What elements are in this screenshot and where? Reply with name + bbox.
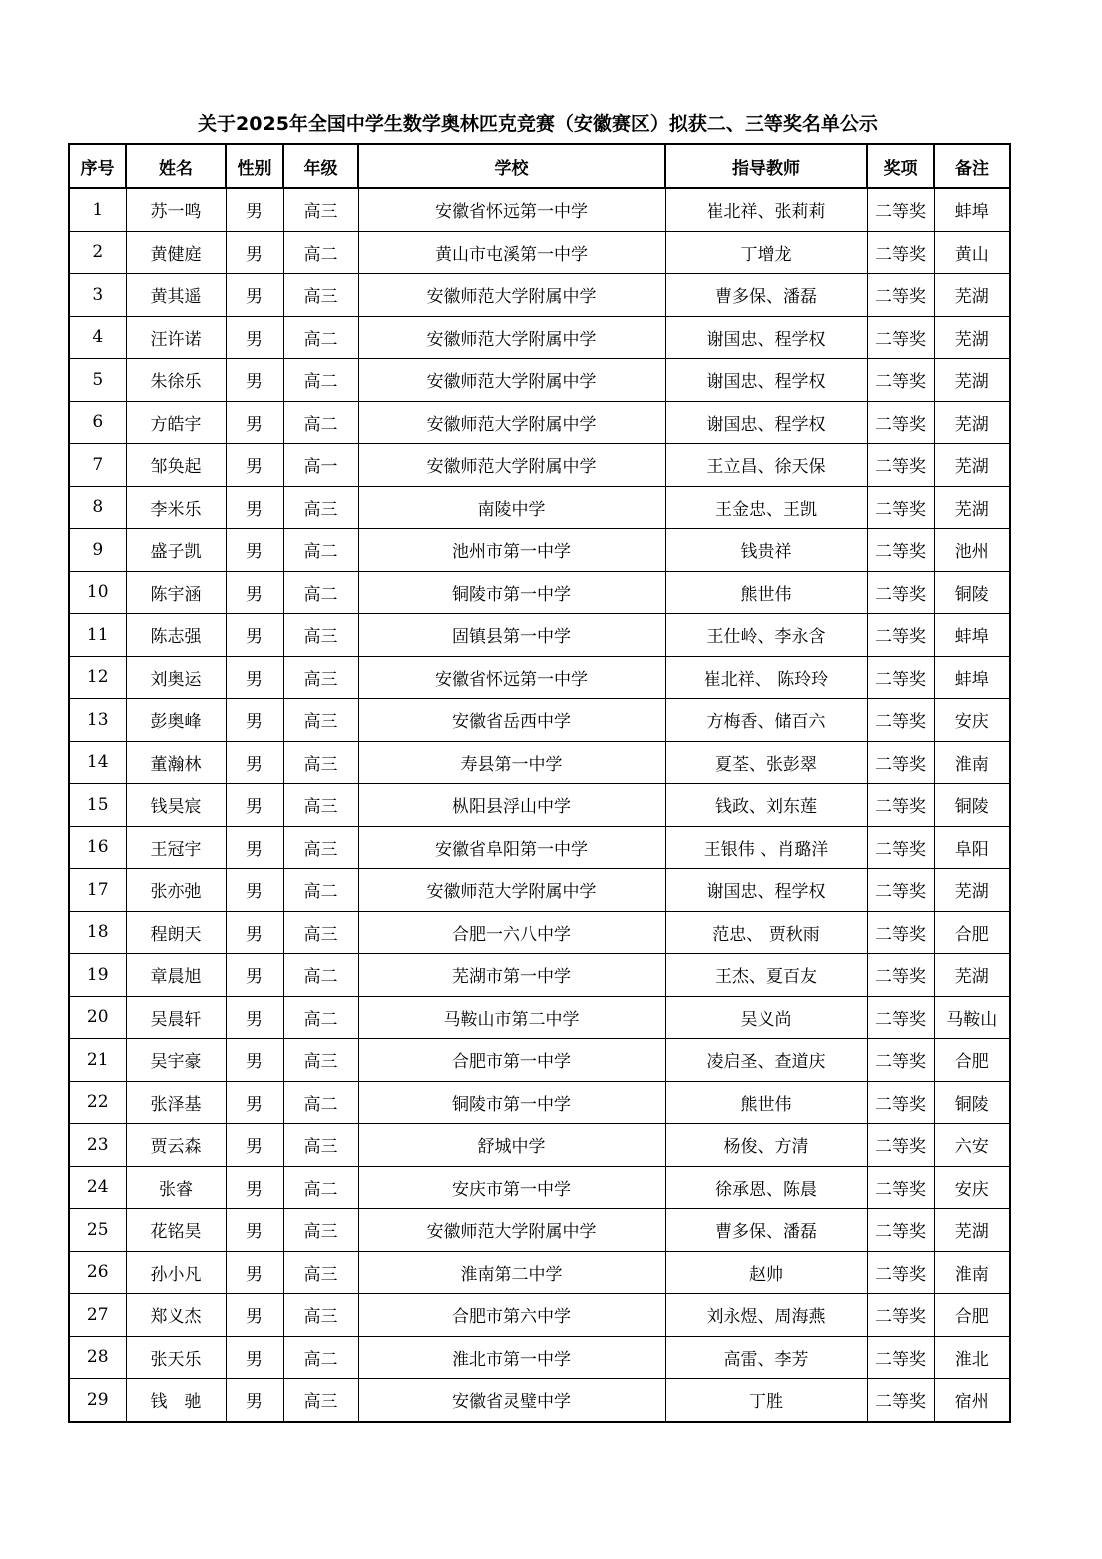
cell-grade: 高三 (283, 656, 358, 699)
cell-award: 二等奖 (867, 784, 934, 827)
cell-grade: 高二 (283, 1166, 358, 1209)
cell-remark: 合肥 (934, 1039, 1010, 1082)
cell-teacher: 丁胜 (665, 1379, 867, 1422)
cell-index: 23 (69, 1124, 126, 1167)
cell-school: 枞阳县浮山中学 (358, 784, 665, 827)
cell-remark: 铜陵 (934, 1081, 1010, 1124)
cell-grade: 高三 (283, 784, 358, 827)
cell-school: 安徽师范大学附属中学 (358, 401, 665, 444)
cell-award: 二等奖 (867, 1251, 934, 1294)
cell-award: 二等奖 (867, 1379, 934, 1422)
cell-teacher: 王立昌、徐天保 (665, 444, 867, 487)
cell-gender: 男 (226, 274, 283, 317)
cell-index: 12 (69, 656, 126, 699)
table-row (69, 274, 1010, 317)
table-row (69, 1166, 1010, 1209)
cell-name: 汪许诺 (126, 316, 226, 359)
cell-teacher: 刘永煜、周海燕 (665, 1294, 867, 1337)
cell-award: 二等奖 (867, 996, 934, 1039)
cell-teacher: 高雷、李芳 (665, 1336, 867, 1379)
cell-remark: 芜湖 (934, 401, 1010, 444)
cell-gender: 男 (226, 571, 283, 614)
cell-teacher: 杨俊、方清 (665, 1124, 867, 1167)
cell-teacher: 丁增龙 (665, 231, 867, 274)
cell-award: 二等奖 (867, 1124, 934, 1167)
table-row (69, 486, 1010, 529)
cell-index: 6 (69, 401, 126, 444)
cell-gender: 男 (226, 614, 283, 657)
table-row (69, 869, 1010, 912)
cell-remark: 芜湖 (934, 869, 1010, 912)
cell-grade: 高二 (283, 996, 358, 1039)
cell-award: 二等奖 (867, 316, 934, 359)
cell-remark: 芜湖 (934, 954, 1010, 997)
cell-remark: 阜阳 (934, 826, 1010, 869)
cell-index: 18 (69, 911, 126, 954)
cell-teacher: 钱贵祥 (665, 529, 867, 572)
cell-teacher: 方梅香、储百六 (665, 699, 867, 742)
cell-name: 董瀚林 (126, 741, 226, 784)
cell-school: 淮北市第一中学 (358, 1336, 665, 1379)
cell-grade: 高二 (283, 571, 358, 614)
header-school: 学校 (358, 144, 665, 188)
cell-teacher: 熊世伟 (665, 571, 867, 614)
cell-remark: 铜陵 (934, 784, 1010, 827)
cell-name: 陈志强 (126, 614, 226, 657)
cell-gender: 男 (226, 996, 283, 1039)
cell-grade: 高三 (283, 826, 358, 869)
cell-grade: 高二 (283, 1336, 358, 1379)
cell-award: 二等奖 (867, 656, 934, 699)
cell-grade: 高三 (283, 1209, 358, 1252)
cell-teacher: 王仕岭、李永含 (665, 614, 867, 657)
cell-gender: 男 (226, 401, 283, 444)
header-index: 序号 (69, 144, 126, 188)
cell-grade: 高三 (283, 486, 358, 529)
cell-grade: 高三 (283, 1039, 358, 1082)
cell-name: 彭奥峰 (126, 699, 226, 742)
cell-teacher: 夏荃、张彭翠 (665, 741, 867, 784)
cell-school: 安徽师范大学附属中学 (358, 1209, 665, 1252)
cell-gender: 男 (226, 1379, 283, 1422)
cell-teacher: 赵帅 (665, 1251, 867, 1294)
cell-school: 安徽师范大学附属中学 (358, 316, 665, 359)
cell-school: 池州市第一中学 (358, 529, 665, 572)
cell-index: 22 (69, 1081, 126, 1124)
table-row (69, 614, 1010, 657)
cell-index: 17 (69, 869, 126, 912)
cell-teacher: 谢国忠、程学权 (665, 316, 867, 359)
cell-index: 8 (69, 486, 126, 529)
table-row (69, 656, 1010, 699)
cell-name: 王冠宇 (126, 826, 226, 869)
cell-name: 钱昊宸 (126, 784, 226, 827)
cell-teacher: 熊世伟 (665, 1081, 867, 1124)
table-row (69, 359, 1010, 402)
cell-award: 二等奖 (867, 826, 934, 869)
table-row (69, 1336, 1010, 1379)
cell-index: 10 (69, 571, 126, 614)
table-row (69, 316, 1010, 359)
cell-school: 安徽师范大学附属中学 (358, 359, 665, 402)
table-row (69, 911, 1010, 954)
cell-remark: 合肥 (934, 1294, 1010, 1337)
cell-name: 邹奂起 (126, 444, 226, 487)
cell-school: 黄山市屯溪第一中学 (358, 231, 665, 274)
cell-gender: 男 (226, 1336, 283, 1379)
cell-index: 5 (69, 359, 126, 402)
cell-name: 李米乐 (126, 486, 226, 529)
cell-remark: 合肥 (934, 911, 1010, 954)
cell-grade: 高三 (283, 1379, 358, 1422)
table-row (69, 1039, 1010, 1082)
cell-school: 芜湖市第一中学 (358, 954, 665, 997)
cell-school: 南陵中学 (358, 486, 665, 529)
cell-school: 马鞍山市第二中学 (358, 996, 665, 1039)
cell-index: 19 (69, 954, 126, 997)
cell-gender: 男 (226, 1294, 283, 1337)
cell-award: 二等奖 (867, 1209, 934, 1252)
table-row (69, 699, 1010, 742)
cell-grade: 高二 (283, 954, 358, 997)
cell-school: 寿县第一中学 (358, 741, 665, 784)
table-row (69, 444, 1010, 487)
cell-remark: 蚌埠 (934, 656, 1010, 699)
cell-school: 安徽师范大学附属中学 (358, 444, 665, 487)
cell-award: 二等奖 (867, 1294, 934, 1337)
cell-index: 24 (69, 1166, 126, 1209)
cell-name: 张亦弛 (126, 869, 226, 912)
cell-index: 9 (69, 529, 126, 572)
cell-name: 朱徐乐 (126, 359, 226, 402)
cell-gender: 男 (226, 359, 283, 402)
cell-remark: 芜湖 (934, 274, 1010, 317)
cell-gender: 男 (226, 869, 283, 912)
header-remark: 备注 (934, 144, 1010, 188)
table-row (69, 1379, 1010, 1422)
cell-school: 合肥一六八中学 (358, 911, 665, 954)
cell-gender: 男 (226, 1209, 283, 1252)
cell-school: 固镇县第一中学 (358, 614, 665, 657)
cell-grade: 高三 (283, 1124, 358, 1167)
cell-grade: 高二 (283, 529, 358, 572)
cell-name: 吴晨轩 (126, 996, 226, 1039)
cell-name: 孙小凡 (126, 1251, 226, 1294)
cell-award: 二等奖 (867, 699, 934, 742)
cell-index: 3 (69, 274, 126, 317)
cell-award: 二等奖 (867, 954, 934, 997)
cell-teacher: 徐承恩、陈晨 (665, 1166, 867, 1209)
cell-teacher: 谢国忠、程学权 (665, 869, 867, 912)
cell-gender: 男 (226, 911, 283, 954)
cell-school: 安徽省阜阳第一中学 (358, 826, 665, 869)
cell-gender: 男 (226, 316, 283, 359)
table-row (69, 1209, 1010, 1252)
cell-remark: 蚌埠 (934, 188, 1010, 231)
cell-gender: 男 (226, 1166, 283, 1209)
cell-remark: 芜湖 (934, 486, 1010, 529)
cell-grade: 高一 (283, 444, 358, 487)
cell-school: 合肥市第一中学 (358, 1039, 665, 1082)
cell-school: 合肥市第六中学 (358, 1294, 665, 1337)
cell-grade: 高三 (283, 614, 358, 657)
cell-award: 二等奖 (867, 571, 934, 614)
table-row (69, 1251, 1010, 1294)
cell-index: 16 (69, 826, 126, 869)
cell-gender: 男 (226, 444, 283, 487)
table-row (69, 571, 1010, 614)
table-row (69, 1081, 1010, 1124)
cell-grade: 高三 (283, 274, 358, 317)
cell-gender: 男 (226, 486, 283, 529)
cell-gender: 男 (226, 784, 283, 827)
cell-remark: 芜湖 (934, 1209, 1010, 1252)
header-grade: 年级 (283, 144, 358, 188)
cell-gender: 男 (226, 826, 283, 869)
table-row (69, 188, 1010, 231)
cell-gender: 男 (226, 741, 283, 784)
cell-name: 贾云森 (126, 1124, 226, 1167)
award-list-table (68, 143, 1011, 1423)
table-row (69, 231, 1010, 274)
cell-remark: 六安 (934, 1124, 1010, 1167)
cell-remark: 芜湖 (934, 359, 1010, 402)
cell-award: 二等奖 (867, 231, 934, 274)
table-row (69, 741, 1010, 784)
cell-remark: 黄山 (934, 231, 1010, 274)
cell-index: 15 (69, 784, 126, 827)
cell-name: 张天乐 (126, 1336, 226, 1379)
header-gender: 性别 (226, 144, 283, 188)
cell-gender: 男 (226, 954, 283, 997)
cell-teacher: 谢国忠、程学权 (665, 401, 867, 444)
cell-award: 二等奖 (867, 1081, 934, 1124)
table-row (69, 1124, 1010, 1167)
cell-teacher: 钱政、刘东莲 (665, 784, 867, 827)
cell-name: 陈宇涵 (126, 571, 226, 614)
table-header-row (69, 144, 1010, 188)
cell-teacher: 王金忠、王凯 (665, 486, 867, 529)
cell-school: 安徽师范大学附属中学 (358, 274, 665, 317)
table-row (69, 1294, 1010, 1337)
cell-index: 21 (69, 1039, 126, 1082)
table-row (69, 826, 1010, 869)
cell-award: 二等奖 (867, 1336, 934, 1379)
header-teacher: 指导教师 (665, 144, 867, 188)
cell-name: 程朗天 (126, 911, 226, 954)
cell-grade: 高二 (283, 359, 358, 402)
cell-gender: 男 (226, 529, 283, 572)
cell-remark: 宿州 (934, 1379, 1010, 1422)
cell-index: 28 (69, 1336, 126, 1379)
cell-school: 舒城中学 (358, 1124, 665, 1167)
cell-name: 刘奥运 (126, 656, 226, 699)
cell-grade: 高三 (283, 1251, 358, 1294)
cell-school: 淮南第二中学 (358, 1251, 665, 1294)
cell-index: 26 (69, 1251, 126, 1294)
cell-teacher: 崔北祥、张莉莉 (665, 188, 867, 231)
table-body (69, 188, 1010, 1422)
cell-teacher: 吴义尚 (665, 996, 867, 1039)
cell-remark: 马鞍山 (934, 996, 1010, 1039)
cell-remark: 芜湖 (934, 444, 1010, 487)
cell-remark: 淮南 (934, 741, 1010, 784)
cell-award: 二等奖 (867, 359, 934, 402)
cell-name: 盛子凯 (126, 529, 226, 572)
cell-teacher: 曹多保、潘磊 (665, 1209, 867, 1252)
cell-index: 7 (69, 444, 126, 487)
header-name: 姓名 (126, 144, 226, 188)
cell-name: 黄健庭 (126, 231, 226, 274)
cell-name: 吴宇豪 (126, 1039, 226, 1082)
cell-award: 二等奖 (867, 529, 934, 572)
cell-school: 安庆市第一中学 (358, 1166, 665, 1209)
cell-remark: 淮北 (934, 1336, 1010, 1379)
cell-teacher: 谢国忠、程学权 (665, 359, 867, 402)
cell-school: 铜陵市第一中学 (358, 1081, 665, 1124)
cell-index: 20 (69, 996, 126, 1039)
document-title: 关于2025年全国中学生数学奥林匹克竞赛（安徽赛区）拟获二、三等奖名单公示 (198, 113, 878, 135)
cell-index: 27 (69, 1294, 126, 1337)
cell-gender: 男 (226, 1081, 283, 1124)
cell-award: 二等奖 (867, 1166, 934, 1209)
cell-grade: 高三 (283, 1294, 358, 1337)
cell-teacher: 王银伟 、肖璐洋 (665, 826, 867, 869)
cell-name: 苏一鸣 (126, 188, 226, 231)
cell-name: 花铭昊 (126, 1209, 226, 1252)
cell-teacher: 崔北祥、 陈玲玲 (665, 656, 867, 699)
cell-award: 二等奖 (867, 911, 934, 954)
cell-grade: 高三 (283, 911, 358, 954)
cell-school: 安徽省灵璧中学 (358, 1379, 665, 1422)
cell-index: 14 (69, 741, 126, 784)
cell-grade: 高二 (283, 401, 358, 444)
cell-name: 章晨旭 (126, 954, 226, 997)
cell-award: 二等奖 (867, 401, 934, 444)
cell-grade: 高三 (283, 699, 358, 742)
cell-award: 二等奖 (867, 614, 934, 657)
cell-gender: 男 (226, 188, 283, 231)
cell-gender: 男 (226, 1124, 283, 1167)
cell-gender: 男 (226, 656, 283, 699)
cell-index: 13 (69, 699, 126, 742)
cell-school: 安徽省岳西中学 (358, 699, 665, 742)
cell-school: 安徽省怀远第一中学 (358, 656, 665, 699)
table-row (69, 954, 1010, 997)
cell-remark: 安庆 (934, 1166, 1010, 1209)
cell-award: 二等奖 (867, 869, 934, 912)
cell-remark: 淮南 (934, 1251, 1010, 1294)
cell-grade: 高三 (283, 188, 358, 231)
cell-teacher: 王杰、夏百友 (665, 954, 867, 997)
table-row (69, 401, 1010, 444)
table-row (69, 529, 1010, 572)
cell-teacher: 曹多保、潘磊 (665, 274, 867, 317)
cell-name: 钱 驰 (126, 1379, 226, 1422)
cell-name: 张泽基 (126, 1081, 226, 1124)
cell-index: 29 (69, 1379, 126, 1422)
table-row (69, 996, 1010, 1039)
cell-remark: 芜湖 (934, 316, 1010, 359)
cell-remark: 安庆 (934, 699, 1010, 742)
cell-name: 黄其遥 (126, 274, 226, 317)
cell-gender: 男 (226, 1039, 283, 1082)
cell-award: 二等奖 (867, 274, 934, 317)
cell-teacher: 凌启圣、查道庆 (665, 1039, 867, 1082)
cell-grade: 高三 (283, 741, 358, 784)
cell-grade: 高二 (283, 316, 358, 359)
cell-remark: 蚌埠 (934, 614, 1010, 657)
cell-index: 11 (69, 614, 126, 657)
cell-award: 二等奖 (867, 741, 934, 784)
cell-index: 2 (69, 231, 126, 274)
cell-award: 二等奖 (867, 444, 934, 487)
cell-grade: 高二 (283, 231, 358, 274)
cell-gender: 男 (226, 699, 283, 742)
cell-index: 1 (69, 188, 126, 231)
cell-school: 铜陵市第一中学 (358, 571, 665, 614)
cell-name: 张睿 (126, 1166, 226, 1209)
cell-grade: 高二 (283, 869, 358, 912)
cell-award: 二等奖 (867, 188, 934, 231)
cell-index: 4 (69, 316, 126, 359)
cell-school: 安徽省怀远第一中学 (358, 188, 665, 231)
cell-remark: 铜陵 (934, 571, 1010, 614)
header-award: 奖项 (867, 144, 934, 188)
cell-index: 25 (69, 1209, 126, 1252)
table-row (69, 784, 1010, 827)
cell-award: 二等奖 (867, 1039, 934, 1082)
cell-remark: 池州 (934, 529, 1010, 572)
cell-award: 二等奖 (867, 486, 934, 529)
cell-teacher: 范忠、 贾秋雨 (665, 911, 867, 954)
cell-gender: 男 (226, 1251, 283, 1294)
cell-gender: 男 (226, 231, 283, 274)
cell-grade: 高二 (283, 1081, 358, 1124)
cell-name: 方皓宇 (126, 401, 226, 444)
cell-name: 郑义杰 (126, 1294, 226, 1337)
cell-school: 安徽师范大学附属中学 (358, 869, 665, 912)
